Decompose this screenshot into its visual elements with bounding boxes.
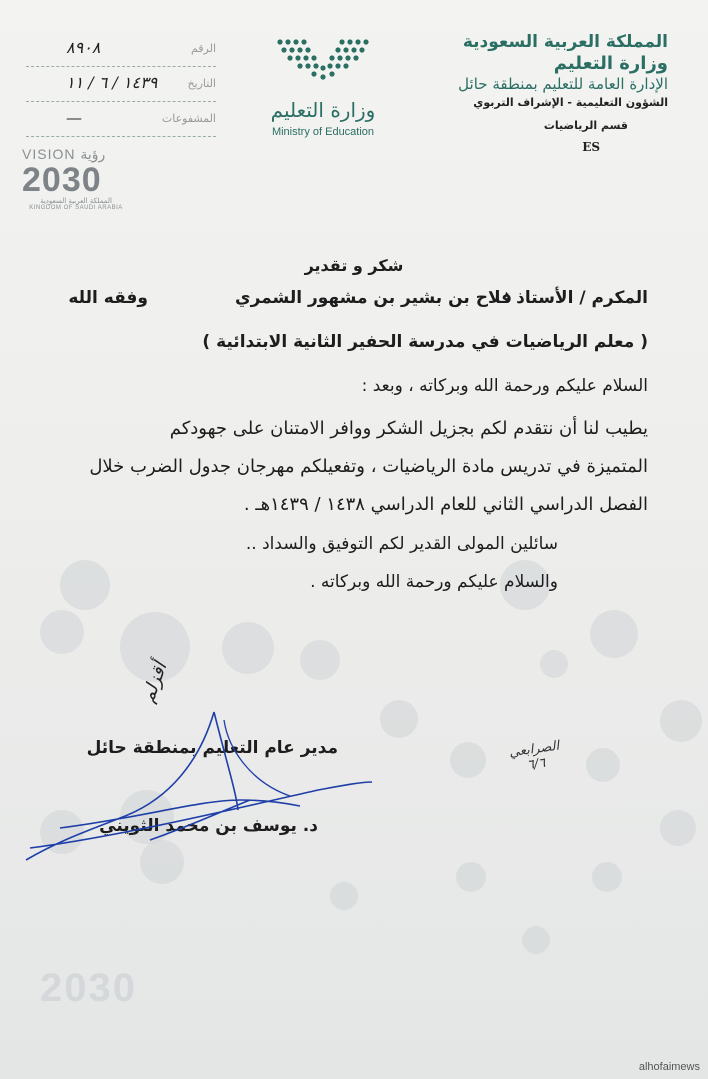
watermark: alhofaimews — [638, 1061, 700, 1073]
ministry-logo-arabic: وزارة التعليم — [270, 98, 376, 122]
handwritten-initials: أقزلم — [137, 659, 172, 706]
signatory-name: د. يوسف بن محمد الثويني — [99, 816, 318, 836]
vision-title: VISION رؤية — [22, 146, 106, 162]
number-label: الرقم — [190, 42, 216, 55]
signature-stroke — [224, 720, 290, 796]
addressee-role: ( معلم الرياضيات في مدرسة الحفير الثانية الابتدائية ) — [202, 332, 648, 352]
addressee-prefix: المكرم / الأستاذ : — [503, 288, 648, 308]
date-value: ١٤٣٩ / ٦ / ١١ — [66, 73, 158, 92]
greeting: السلام عليكم ورحمة الله وبركاته ، وبعد : — [361, 376, 648, 396]
body-line-3: الفصل الدراسي الثاني للعام الدراسي ١٤٣٨ / ١٤٣٩هـ . — [243, 494, 648, 515]
department-name: قسم الرياضيات — [543, 119, 628, 132]
margin-note-line-2: ٦/٦ — [526, 755, 547, 774]
affairs-name: الشؤون التعليمية - الإشراف التربوي — [473, 96, 668, 109]
addressee-name: فلاح بن بشير بن مشهور الشمري — [235, 288, 512, 308]
directorate-name: الإدارة العامة للتعليم بمنطقة حائل — [458, 75, 668, 93]
addressee-suffix: وفقه الله — [68, 288, 148, 308]
vision-year: 2030 — [22, 161, 102, 199]
vision-kingdom-arabic: المملكة العربية السعودية — [40, 197, 112, 205]
body-line-1: يطيب لنا أن نتقدم لكم بجزيل الشكر ووافر الامتنان على جهودكم — [169, 418, 648, 439]
number-value: ٨٩٠٨ — [66, 38, 101, 57]
signatory-title: مدير عام التعليم بمنطقة حائل — [86, 738, 338, 758]
signature-stroke — [26, 712, 372, 860]
attachments-label: المشفوعات — [161, 112, 216, 125]
kingdom-name: المملكة العربية السعودية — [462, 32, 668, 52]
body-line-2: المتميزة في تدريس مادة الرياضيات ، وتفعيلكم مهرجان جدول الضرب خلال — [89, 456, 648, 477]
attachments-value: — — [66, 108, 83, 127]
date-label: التاريخ — [187, 77, 216, 90]
ministry-logo-english: Ministry of Education — [271, 126, 375, 138]
closing-line-1: سائلين المولى القدير لكم التوفيق والسداد .. — [245, 534, 558, 554]
department-code: ES — [582, 140, 600, 154]
faint-2030-print: 2030 — [40, 966, 137, 1010]
vision-kingdom-english: KINGDOM OF SAUDI ARABIA — [29, 205, 123, 211]
closing-line-2: والسلام عليكم ورحمة الله وبركاته . — [310, 572, 558, 592]
letter-title: شكر و تقدير — [304, 256, 404, 275]
ministry-name: وزارة التعليم — [553, 53, 668, 74]
margin-note-line-1: الصرابعي — [508, 738, 561, 761]
